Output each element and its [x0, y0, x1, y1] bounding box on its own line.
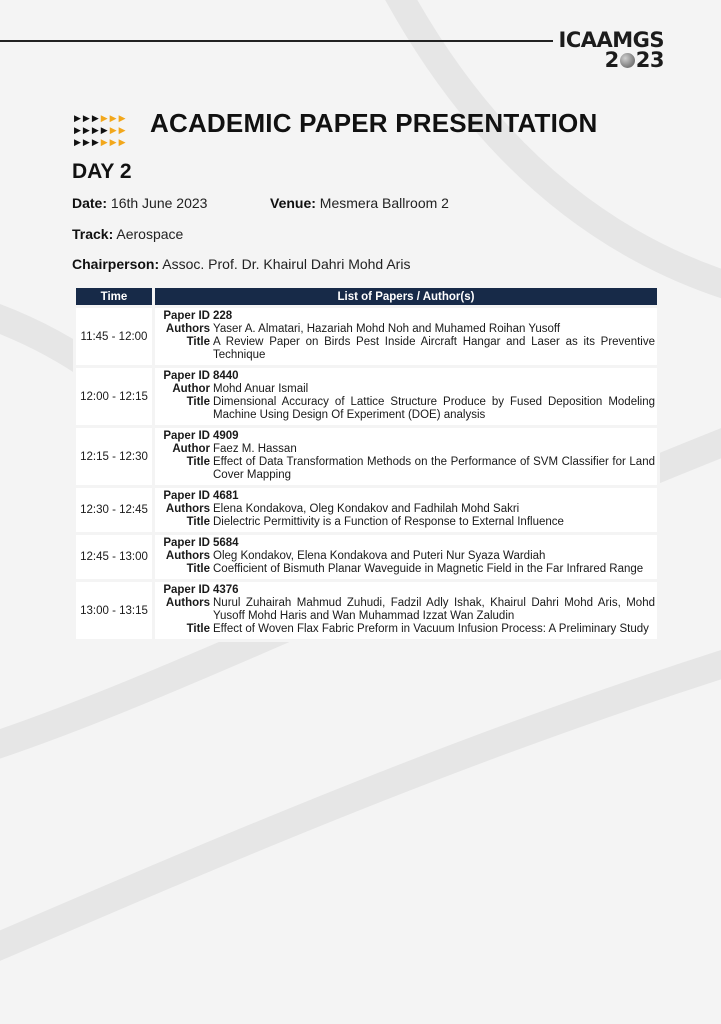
- day-heading: DAY 2: [72, 160, 132, 183]
- table-row: [76, 308, 657, 365]
- authors-row: [157, 443, 655, 456]
- time-slot: 12:00 - 12:15: [76, 368, 152, 425]
- page-title: ACADEMIC PAPER PRESENTATION: [150, 108, 598, 138]
- paper-id-label: Paper ID: [157, 537, 213, 550]
- paper-id-label: Paper ID: [157, 584, 213, 597]
- track-line: [72, 226, 183, 242]
- authors-label: Author: [157, 443, 213, 456]
- paper-id-row: [157, 584, 655, 597]
- authors-row: [157, 597, 655, 623]
- date-value: 16th June 2023: [110, 195, 208, 211]
- logo-year-start: 2: [604, 48, 619, 72]
- paper-cell: [155, 488, 657, 532]
- paper-id-row: [157, 430, 655, 443]
- authors-label: Authors: [157, 550, 213, 563]
- top-rule: [0, 40, 553, 42]
- authors-value: Yaser A. Almatari, Hazariah Mohd Noh and Muhamed Roihan Yusoff: [213, 323, 655, 336]
- paper-details: [157, 584, 655, 636]
- authors-label: Authors: [157, 323, 213, 336]
- venue-value: Mesmera Ballroom 2: [319, 195, 449, 211]
- title-label: Title: [157, 336, 213, 362]
- paper-id-value: 4909: [213, 430, 655, 443]
- time-slot: 11:45 - 12:00: [76, 308, 152, 365]
- authors-value: Elena Kondakova, Oleg Kondakov and Fadhilah Mohd Sakri: [213, 503, 655, 516]
- paper-id-row: [157, 310, 655, 323]
- title-row: [157, 336, 655, 362]
- table-row: [76, 582, 657, 639]
- paper-cell: [155, 368, 657, 425]
- authors-row: [157, 323, 655, 336]
- paper-details: [157, 537, 655, 576]
- title-label: Title: [157, 396, 213, 422]
- paper-cell: [155, 582, 657, 639]
- title-row: [157, 563, 655, 576]
- title-row: [157, 516, 655, 529]
- authors-label: Author: [157, 383, 213, 396]
- title-value: Dielectric Permittivity is a Function of Response to External Influence: [213, 516, 655, 529]
- schedule-table: [73, 285, 660, 642]
- paper-id-row: [157, 490, 655, 503]
- paper-id-value: 228: [213, 310, 655, 323]
- paper-details: [157, 370, 655, 422]
- paper-id-label: Paper ID: [157, 370, 213, 383]
- authors-label: Authors: [157, 597, 213, 623]
- paper-id-label: Paper ID: [157, 310, 213, 323]
- globe-icon: [620, 53, 635, 68]
- paper-id-label: Paper ID: [157, 490, 213, 503]
- paper-id-value: 4376: [213, 584, 655, 597]
- title-value: Effect of Data Transformation Methods on the Performance of SVM Classifier for Land Cover Mapping: [213, 456, 655, 481]
- logo-line1: ICAAMGS: [558, 28, 664, 52]
- title-label: Title: [157, 563, 213, 576]
- logo-line2: [554, 50, 664, 71]
- authors-value: Mohd Anuar Ismail: [213, 383, 655, 396]
- paper-details: [157, 430, 655, 482]
- venue-label: Venue:: [270, 195, 316, 211]
- authors-value: Oleg Kondakov, Elena Kondakova and Puteri Nur Syaza Wardiah: [213, 550, 655, 563]
- title-label: Title: [157, 516, 213, 529]
- paper-cell: [155, 535, 657, 579]
- title-row: [157, 456, 655, 482]
- papers-column-header: List of Papers / Author(s): [155, 288, 657, 305]
- date-label: Date:: [72, 195, 108, 211]
- time-slot: 12:15 - 12:30: [76, 428, 152, 485]
- paper-cell: [155, 428, 657, 485]
- time-column-header: Time: [76, 288, 152, 305]
- chairperson-label: Chairperson:: [72, 256, 160, 272]
- time-slot: 12:30 - 12:45: [76, 488, 152, 532]
- title-value: Coefficient of Bismuth Planar Waveguide in Magnetic Field in the Far Infrared Range: [213, 563, 655, 576]
- paper-id-value: 8440: [213, 370, 655, 383]
- track-label: Track:: [72, 226, 114, 242]
- paper-cell: [155, 308, 657, 365]
- schedule-body: [76, 308, 657, 639]
- title-value: Effect of Woven Flax Fabric Preform in Vacuum Infusion Process: A Preliminary Study: [213, 623, 655, 636]
- paper-id-row: [157, 537, 655, 550]
- title-value: A Review Paper on Birds Pest Inside Aircraft Hangar and Laser as its Preventive Technique: [213, 336, 655, 361]
- paper-id-label: Paper ID: [157, 430, 213, 443]
- paper-id-value: 5684: [213, 537, 655, 550]
- title-value: Dimensional Accuracy of Lattice Structure Produce by Fused Deposition Modeling Machine Using Design Of Experiment (DOE) analysis: [213, 396, 655, 421]
- table-row: [76, 428, 657, 485]
- authors-value: Nurul Zuhairah Mahmud Zuhudi, Fadzil Adly Ishak, Khairul Dahri Mohd Aris, Mohd Yusoff Mohd Haris and Wan Muhammad Izzat Wan Zaludin: [213, 597, 655, 622]
- track-value: Aerospace: [116, 226, 184, 242]
- title-row: [157, 396, 655, 422]
- icaamgs-logo: [554, 30, 664, 71]
- paper-id-row: [157, 370, 655, 383]
- arrow-decoration-icon: ▶▶▶▶▶▶ ▶▶▶▶▶▶ ▶▶▶▶▶▶: [74, 113, 128, 147]
- authors-row: [157, 550, 655, 563]
- authors-value: Faez M. Hassan: [213, 443, 655, 456]
- time-slot: 13:00 - 13:15: [76, 582, 152, 639]
- authors-row: [157, 503, 655, 516]
- chairperson-value: Assoc. Prof. Dr. Khairul Dahri Mohd Aris: [162, 256, 411, 272]
- paper-details: [157, 490, 655, 529]
- table-row: [76, 368, 657, 425]
- title-label: Title: [157, 456, 213, 482]
- authors-label: Authors: [157, 503, 213, 516]
- logo-year-end: 23: [635, 48, 664, 72]
- table-header-row: [76, 288, 657, 305]
- authors-row: [157, 383, 655, 396]
- table-row: [76, 488, 657, 532]
- venue-line: [270, 195, 449, 211]
- title-row: [157, 623, 655, 636]
- paper-id-value: 4681: [213, 490, 655, 503]
- table-row: [76, 535, 657, 579]
- paper-details: [157, 310, 655, 362]
- title-label: Title: [157, 623, 213, 636]
- date-line: [72, 195, 207, 211]
- time-slot: 12:45 - 13:00: [76, 535, 152, 579]
- chairperson-line: [72, 256, 410, 272]
